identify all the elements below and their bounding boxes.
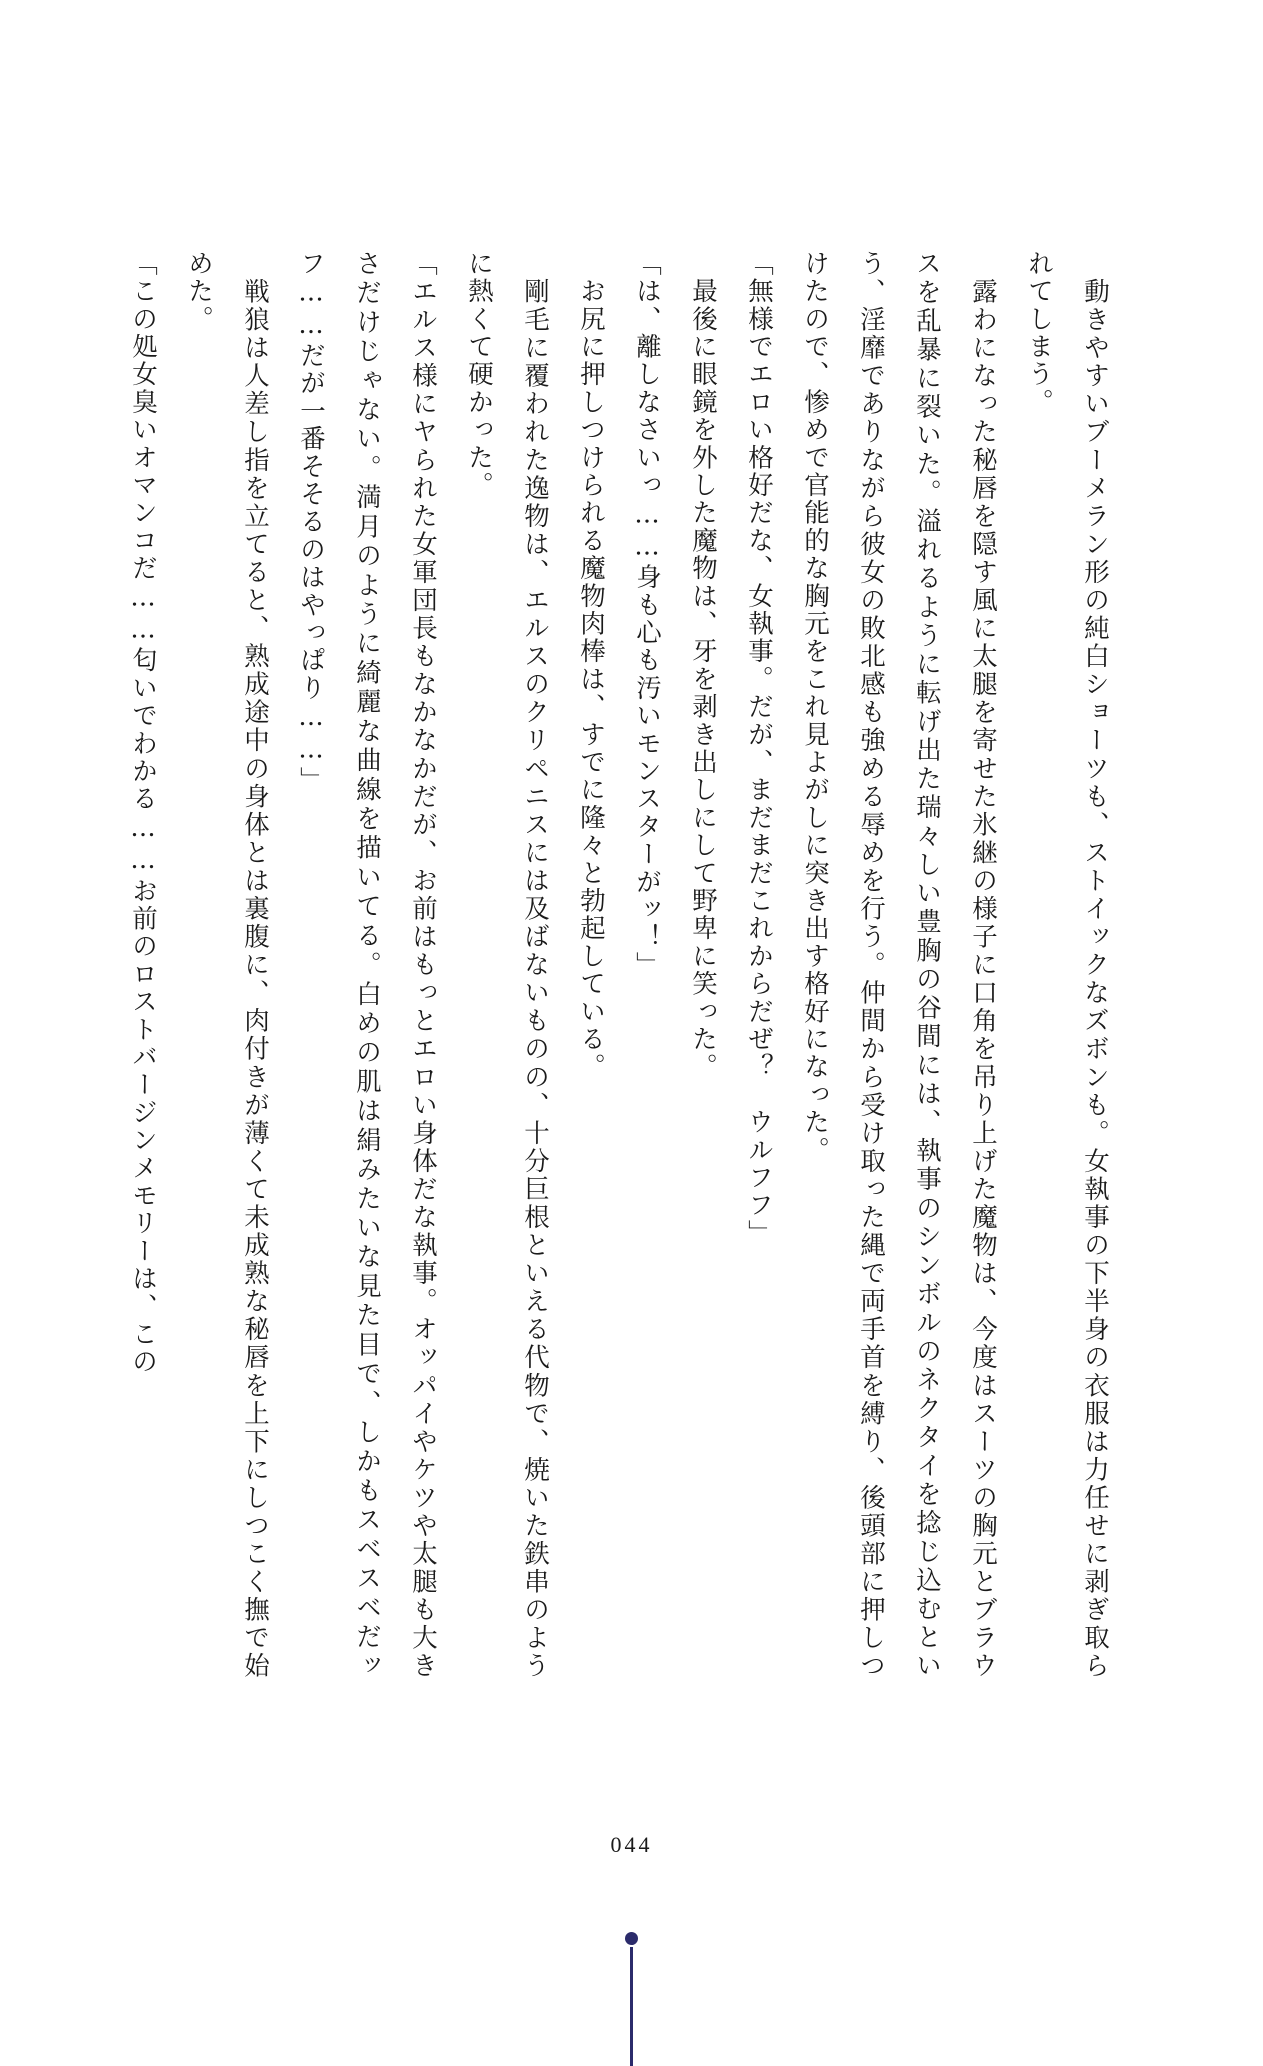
paragraph: 「は、離しなさいっ……身も心も汚いモンスターがッ！」 — [632, 250, 662, 980]
paragraph: 露わになった秘唇を隠す風に太腿を寄せた氷継の様子に口角を吊り上げた魔物は、今度はスーツの胸元とブラウスを乱暴に裂いた。溢れるように転げ出た瑞々しい豊胸の谷間には、執事のシンボルのネクタイを捻じ込むという、淫靡でありながら彼女の敗北感も強める辱めを行う。仲間から受け取った縄で両手首を縛り、後頭部に押しつけたので、惨めで官能的な胸元をこれ見よがしに突き出す格好になった。 — [800, 250, 998, 1680]
paragraph: 剛毛に覆われた逸物は、エルスのクリペニスには及ばないものの、十分巨根といえる代物で、焼いた鉄串のように熱くて硬かった。 — [464, 250, 550, 1680]
paragraph: 「エルス様にヤられた女軍団長もなかなかだが、お前はもっとエロい身体だな執事。オッパイやケツや太腿も大きさだけじゃない。満月のように綺麗な曲線を描いてる。白めの肌は絹みたいな見た目で、しかもスベスベだッフ……だが一番そそるのはやっぱり……」 — [296, 250, 438, 1680]
page-anchor-marker — [625, 1932, 639, 2066]
page-text-body — [128, 250, 1123, 1680]
anchor-dot-icon — [625, 1932, 638, 1945]
page-number: 044 — [610, 1832, 653, 1857]
paragraph: お尻に押しつけられる魔物肉棒は、すでに隆々と勃起している。 — [576, 250, 606, 1081]
anchor-rule — [630, 1947, 633, 2066]
paragraph: 動きやすいブーメラン形の純白ショーツも、ストイックなズボンも。女執事の下半身の衣服は力任せに剥ぎ取られてしまう。 — [1024, 250, 1110, 1680]
paragraph: 「この処女臭いオマンコだ……匂いでわかる……お前のロストバージンメモリーは、この — [128, 250, 158, 1376]
paragraph: 戦狼は人差し指を立てると、熟成途中の身体とは裏腹に、肉付きが薄くて未成熟な秘唇を上下にしつこく撫で始めた。 — [184, 250, 270, 1680]
paragraph: 最後に眼鏡を外した魔物は、牙を剥き出しにして野卑に笑った。 — [688, 250, 718, 1081]
paragraph: 「無様でエロい格好だな、女執事。だが、まだまだこれからだぜ？ ウルフフ」 — [744, 250, 774, 1248]
